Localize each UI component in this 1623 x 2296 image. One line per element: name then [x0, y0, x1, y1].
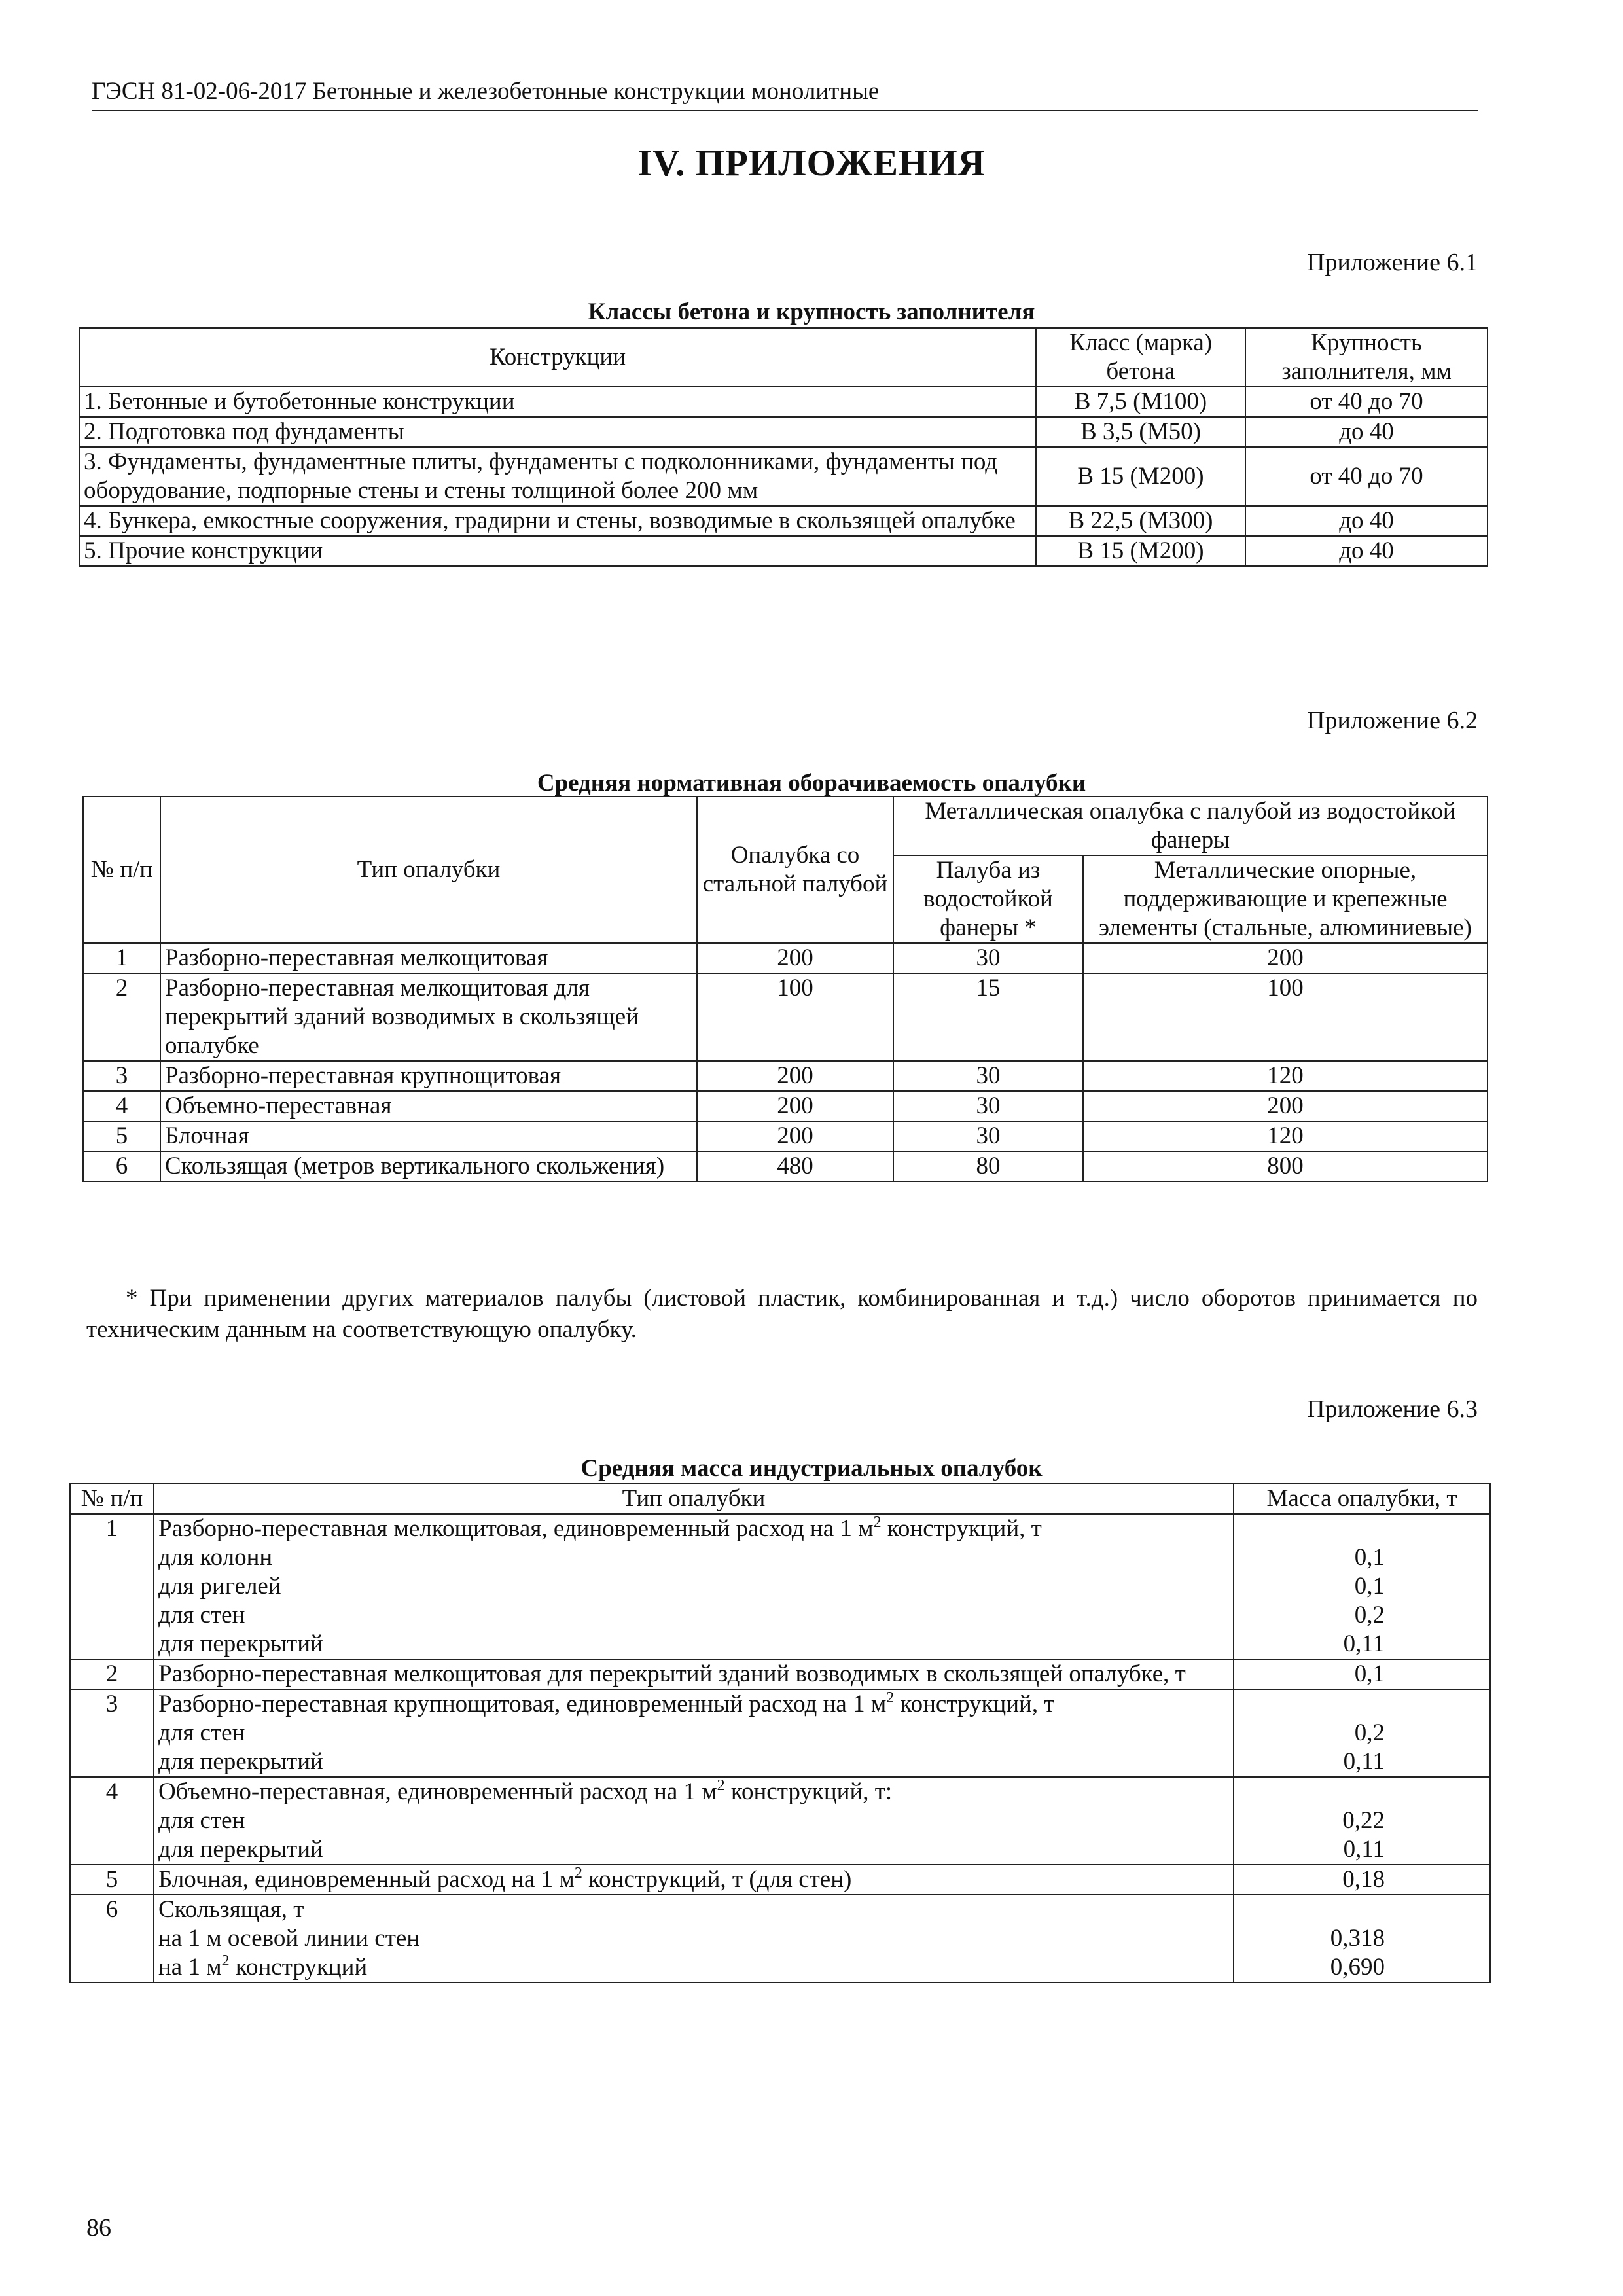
- table-row: [70, 1689, 1490, 1719]
- steel-deck-value: 200: [697, 1061, 893, 1091]
- header-concrete-class: Класс (марка) бетона: [1036, 328, 1245, 387]
- mass-value: 0,18: [1234, 1865, 1490, 1895]
- concrete-class: В 22,5 (М300): [1036, 506, 1245, 536]
- mass-value: 0,22: [1234, 1806, 1490, 1835]
- table-row: [79, 536, 1488, 566]
- concrete-class: В 3,5 (М50): [1036, 417, 1245, 447]
- plywood-deck-value: 15: [893, 973, 1083, 1061]
- metal-supports-value: 800: [1083, 1151, 1488, 1181]
- table-row: [70, 1895, 1490, 1924]
- construction-name: 1. Бетонные и бутобетонные конструкции: [79, 387, 1036, 417]
- mass-value: 0,11: [1234, 1630, 1490, 1659]
- row-number: 5: [70, 1865, 154, 1895]
- group-title: Разборно-переставная мелкощитовая, единовременный расход на 1 $м^2$ конструкций, т: [154, 1514, 1234, 1543]
- table-row: [70, 1748, 1490, 1777]
- table-row: [70, 1806, 1490, 1835]
- table-header-row: [79, 328, 1488, 387]
- row-number: 3: [70, 1689, 154, 1719]
- mass-value: [1234, 1777, 1490, 1806]
- appendix-6-2-label: Приложение 6.2: [1307, 707, 1478, 734]
- construction-name: 4. Бункера, емкостные сооружения, градирни и стены, возводимые в скользящей опалубке: [79, 506, 1036, 536]
- table-row: [70, 1543, 1490, 1572]
- concrete-class: В 7,5 (М100): [1036, 387, 1245, 417]
- formwork-type: Разборно-переставная мелкощитовая для перекрытий зданий возводимых в скользящей опалубке: [160, 973, 697, 1061]
- header-aggregate-size: Крупность заполнителя, мм: [1245, 328, 1488, 387]
- aggregate-size: от 40 до 70: [1245, 387, 1488, 417]
- mass-value: 0,1: [1234, 1543, 1490, 1572]
- item-label: на 1 м осевой линии стен: [154, 1924, 1234, 1953]
- section-title: IV. ПРИЛОЖЕНИЯ: [637, 143, 986, 184]
- table-row: [79, 506, 1488, 536]
- mass-value: 0,2: [1234, 1601, 1490, 1630]
- header-constructions: Конструкции: [79, 328, 1036, 387]
- table-row: [83, 1121, 1488, 1151]
- table-row: [83, 1091, 1488, 1121]
- table-row: [70, 1659, 1490, 1689]
- appendix-6-1-label: Приложение 6.1: [1307, 249, 1478, 276]
- steel-deck-value: 200: [697, 1091, 893, 1121]
- mass-value: [1234, 1689, 1490, 1719]
- aggregate-size: до 40: [1245, 417, 1488, 447]
- mass-value: 0,2: [1234, 1719, 1490, 1748]
- table-row: [70, 1572, 1490, 1601]
- metal-supports-value: 100: [1083, 973, 1488, 1061]
- plywood-deck-value: 30: [893, 1091, 1083, 1121]
- concrete-class: В 15 (М200): [1036, 536, 1245, 566]
- table-row: [70, 1601, 1490, 1630]
- steel-deck-value: 480: [697, 1151, 893, 1181]
- construction-name: 2. Подготовка под фундаменты: [79, 417, 1036, 447]
- table-row: [83, 1061, 1488, 1091]
- header-formwork-mass: Масса опалубки, т: [1234, 1484, 1490, 1514]
- table-row: [83, 1151, 1488, 1181]
- header-number: № п/п: [70, 1484, 154, 1514]
- table-row: [70, 1514, 1490, 1543]
- mass-value: 0,318: [1234, 1924, 1490, 1953]
- row-number: 6: [83, 1151, 160, 1181]
- header-metal-formwork-group: Металлическая опалубка с палубой из водостойкой фанеры: [893, 797, 1488, 855]
- footnote: * При применении других материалов палубы (листовой пластик, комбинированная и т.д.) число оборотов принимается по техническим данным на соответствующую опалубку.: [86, 1285, 1478, 1343]
- aggregate-size: до 40: [1245, 506, 1488, 536]
- item-label: для стен: [154, 1719, 1234, 1748]
- mass-group: [70, 1514, 1490, 1659]
- row-number: 3: [83, 1061, 160, 1091]
- steel-deck-value: 200: [697, 1121, 893, 1151]
- plywood-deck-value: 30: [893, 1121, 1083, 1151]
- mass-value: 0,11: [1234, 1835, 1490, 1865]
- table-row: [83, 973, 1488, 1061]
- item-label: для перекрытий: [154, 1835, 1234, 1865]
- aggregate-size: до 40: [1245, 536, 1488, 566]
- group-title: Блочная, единовременный расход на 1 $м^2$ конструкций, т (для стен): [154, 1865, 1234, 1895]
- table-row: [83, 943, 1488, 973]
- formwork-type: Блочная: [160, 1121, 697, 1151]
- table-row: [70, 1924, 1490, 1953]
- header-formwork-type: Тип опалубки: [154, 1484, 1234, 1514]
- metal-supports-value: 120: [1083, 1061, 1488, 1091]
- row-number: 6: [70, 1895, 154, 1924]
- header-steel-deck: Опалубка со стальной палубой: [697, 797, 893, 943]
- metal-supports-value: 200: [1083, 943, 1488, 973]
- item-label: для ригелей: [154, 1572, 1234, 1601]
- mass-group: [70, 1689, 1490, 1777]
- table-row: [70, 1865, 1490, 1895]
- appendix-6-3-label: Приложение 6.3: [1307, 1395, 1478, 1423]
- item-label: для перекрытий: [154, 1630, 1234, 1659]
- appendix-6-1-caption: Классы бетона и крупность заполнителя: [588, 298, 1035, 325]
- appendix-6-2-caption: Средняя нормативная оборачиваемость опалубки: [537, 770, 1086, 797]
- mass-value: [1234, 1895, 1490, 1924]
- header-number: № п/п: [83, 797, 160, 943]
- row-number: 2: [83, 973, 160, 1061]
- formwork-type: Скользящая (метров вертикального скольжения): [160, 1151, 697, 1181]
- mass-value: 0,690: [1234, 1953, 1490, 1982]
- table-row: [70, 1953, 1490, 1982]
- mass-group: [70, 1865, 1490, 1895]
- item-label: для колонн: [154, 1543, 1234, 1572]
- table-row: [70, 1719, 1490, 1748]
- table-header-row: [70, 1484, 1490, 1514]
- mass-value: 0,1: [1234, 1659, 1490, 1689]
- row-number: 4: [70, 1777, 154, 1806]
- formwork-mass-table: [69, 1483, 1491, 1983]
- metal-supports-value: 200: [1083, 1091, 1488, 1121]
- concrete-class: В 15 (М200): [1036, 447, 1245, 506]
- group-title: Разборно-переставная мелкощитовая для перекрытий зданий возводимых в скользящей опалубке, т: [154, 1659, 1234, 1689]
- group-title: Разборно-переставная крупнощитовая, единовременный расход на 1 $м^2$ конструкций, т: [154, 1689, 1234, 1719]
- formwork-turnover-table: [82, 796, 1488, 1182]
- header-plywood-deck: Палуба из водостойкой фанеры *: [893, 855, 1083, 943]
- header-metal-supports: Металлические опорные, поддерживающие и крепежные элементы (стальные, алюминиевые): [1083, 855, 1488, 943]
- row-number: 1: [83, 943, 160, 973]
- appendix-6-3-caption: Средняя масса индустриальных опалубок: [580, 1455, 1043, 1482]
- group-title: Скользящая, т: [154, 1895, 1234, 1924]
- table-row: [70, 1630, 1490, 1659]
- group-title: Объемно-переставная, единовременный расход на 1 $м^2$ конструкций, т:: [154, 1777, 1234, 1806]
- item-label: на 1 $м^2$ конструкций: [154, 1953, 1234, 1982]
- table-row: [70, 1835, 1490, 1865]
- construction-name: 5. Прочие конструкции: [79, 536, 1036, 566]
- table-row: [70, 1777, 1490, 1806]
- row-number: 1: [70, 1514, 154, 1543]
- running-header: ГЭСН 81-02-06-2017 Бетонные и железобетонные конструкции монолитные: [92, 77, 1478, 111]
- mass-value: 0,1: [1234, 1572, 1490, 1601]
- steel-deck-value: 200: [697, 943, 893, 973]
- mass-value: 0,11: [1234, 1748, 1490, 1777]
- mass-group: [70, 1659, 1490, 1689]
- formwork-type: Объемно-переставная: [160, 1091, 697, 1121]
- table-row: [79, 447, 1488, 506]
- item-label: для перекрытий: [154, 1748, 1234, 1777]
- item-label: для стен: [154, 1601, 1234, 1630]
- concrete-classes-table: [79, 327, 1488, 567]
- row-number: 2: [70, 1659, 154, 1689]
- plywood-deck-value: 30: [893, 1061, 1083, 1091]
- row-number: 5: [83, 1121, 160, 1151]
- formwork-type: Разборно-переставная крупнощитовая: [160, 1061, 697, 1091]
- table-row: [79, 417, 1488, 447]
- aggregate-size: от 40 до 70: [1245, 447, 1488, 506]
- construction-name: 3. Фундаменты, фундаментные плиты, фундаменты с подколонниками, фундаменты под оборудование, подпорные стены и стены толщиной более 200 мм: [79, 447, 1036, 506]
- plywood-deck-value: 30: [893, 943, 1083, 973]
- metal-supports-value: 120: [1083, 1121, 1488, 1151]
- item-label: для стен: [154, 1806, 1234, 1835]
- plywood-deck-value: 80: [893, 1151, 1083, 1181]
- mass-value: [1234, 1514, 1490, 1543]
- mass-group: [70, 1895, 1490, 1982]
- page-number: 86: [86, 2214, 111, 2242]
- table-row: [79, 387, 1488, 417]
- row-number: 4: [83, 1091, 160, 1121]
- formwork-type: Разборно-переставная мелкощитовая: [160, 943, 697, 973]
- header-formwork-type: Тип опалубки: [160, 797, 697, 943]
- table-header-row: [83, 797, 1488, 855]
- mass-group: [70, 1777, 1490, 1865]
- steel-deck-value: 100: [697, 973, 893, 1061]
